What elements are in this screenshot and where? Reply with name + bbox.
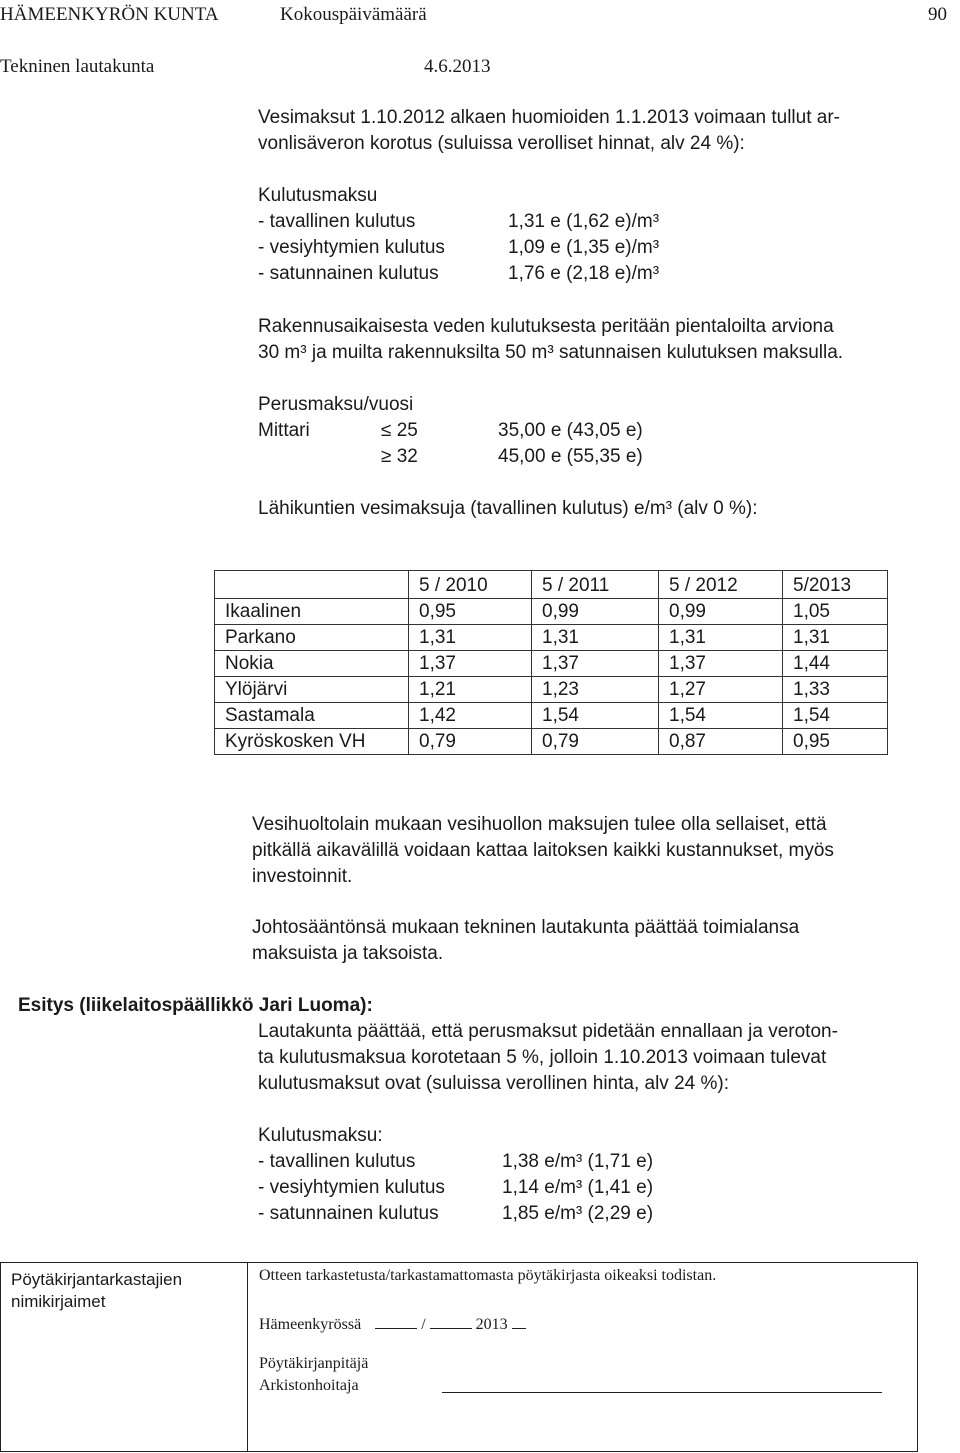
neighbor-fees-table — [214, 570, 888, 755]
role-archivist: Arkistonhoitaja — [259, 1377, 359, 1394]
table-cell: 1,23 — [532, 677, 659, 703]
meter-fee: 45,00 e (55,35 e) — [498, 446, 643, 467]
table-cell: 1,37 — [659, 651, 783, 677]
meeting-date: 4.6.2013 — [424, 56, 491, 77]
table-cell: 0,79 — [409, 729, 532, 755]
law-line-2: pitkällä aikavälillä voidaan kattaa laitoksen kaikki kustannukset, myös — [252, 840, 834, 861]
inspectors-initials-label — [11, 1269, 182, 1313]
rules-line-2: maksuista ja taksoista. — [252, 943, 444, 964]
footer-divider — [247, 1263, 248, 1451]
day-blank — [375, 1310, 417, 1329]
role-secretary: Pöytäkirjanpitäjä — [259, 1355, 369, 1372]
table-row — [215, 703, 888, 729]
table-cell: 1,54 — [783, 703, 888, 729]
table-row — [215, 729, 888, 755]
signature-footer — [0, 1262, 918, 1452]
proposal-fee-title: Kulutusmaksu: — [258, 1125, 383, 1146]
table-cell: 1,44 — [783, 651, 888, 677]
month-blank — [430, 1310, 472, 1329]
table-cell: Nokia — [215, 651, 409, 677]
consumption-title: Kulutusmaksu — [258, 185, 378, 206]
table-cell: 0,99 — [532, 599, 659, 625]
proposal-line-3: kulutusmaksut ovat (suluissa verollinen hinta, alv 24 %): — [258, 1073, 730, 1094]
table-cell: 0,95 — [783, 729, 888, 755]
table-cell: 1,42 — [409, 703, 532, 729]
table-cell: 0,87 — [659, 729, 783, 755]
table-cell: Ylöjärvi — [215, 677, 409, 703]
year-blank — [512, 1310, 526, 1329]
proposal-fee-label: - vesiyhtymien kulutus — [258, 1177, 445, 1198]
proposal-line-2: ta kulutusmaksua korotetaan 5 %, jolloin 1.10.2013 voimaan tulevat — [258, 1047, 827, 1068]
table-cell: 0,95 — [409, 599, 532, 625]
consumption-label: - satunnainen kulutus — [258, 263, 439, 284]
consumption-label: - tavallinen kulutus — [258, 211, 416, 232]
meeting-date-label: Kokouspäivämäärä — [280, 4, 427, 25]
table-header-cell: 5/2013 — [783, 571, 888, 599]
table-header-row — [215, 571, 888, 599]
law-line-3: investoinnit. — [252, 866, 353, 887]
table-row — [215, 625, 888, 651]
intro-line-1: Vesimaksut 1.10.2012 alkaen huomioiden 1.1.2013 voimaan tullut ar- — [258, 107, 840, 128]
signature-line — [442, 1392, 882, 1393]
intro-line-2: vonlisäveron korotus (suluissa verolliset hinnat, alv 24 %): — [258, 133, 745, 154]
law-line-1: Vesihuoltolain mukaan vesihuollon maksujen tulee olla sellaiset, että — [252, 814, 827, 835]
consumption-value: 1,76 e (2,18 e)/m³ — [508, 263, 660, 284]
meter-fee: 35,00 e (43,05 e) — [498, 420, 643, 441]
meter-condition: ≥ 32 — [381, 446, 418, 467]
table-cell: Ikaalinen — [215, 599, 409, 625]
proposal-fee-value: 1,14 e/m³ (1,41 e) — [502, 1177, 654, 1198]
table-header-cell: 5 / 2011 — [532, 571, 659, 599]
municipality-name: HÄMEENKYRÖN KUNTA — [0, 4, 219, 25]
table-cell: 1,31 — [659, 625, 783, 651]
table-cell: 1,37 — [532, 651, 659, 677]
table-row — [215, 651, 888, 677]
meter-condition: ≤ 25 — [381, 420, 418, 441]
inspectors-label-line-1: Pöytäkirjantarkastajien — [11, 1270, 183, 1289]
proposal-fee-label: - tavallinen kulutus — [258, 1151, 416, 1172]
table-cell: 1,31 — [783, 625, 888, 651]
table-cell: 1,54 — [532, 703, 659, 729]
proposal-fee-value: 1,85 e/m³ (2,29 e) — [502, 1203, 654, 1224]
proposal-line-1: Lautakunta päättää, että perusmaksut pidetään ennallaan ja veroton- — [258, 1021, 838, 1042]
meter-label: Mittari — [258, 420, 310, 441]
table-header-cell: 5 / 2010 — [409, 571, 532, 599]
proposal-heading: Esitys (liikelaitospäällikkö Jari Luoma): — [18, 995, 373, 1016]
table-cell: Parkano — [215, 625, 409, 651]
table-header-cell: 5 / 2012 — [659, 571, 783, 599]
table-cell: Sastamala — [215, 703, 409, 729]
table-cell: 1,31 — [409, 625, 532, 651]
basic-fee-title: Perusmaksu/vuosi — [258, 394, 414, 415]
table-cell: 1,27 — [659, 677, 783, 703]
proposal-fee-label: - satunnainen kulutus — [258, 1203, 439, 1224]
neighbors-heading: Lähikuntien vesimaksuja (tavallinen kulutus) e/m³ (alv 0 %): — [258, 498, 758, 519]
table-row — [215, 677, 888, 703]
table-cell: 0,79 — [532, 729, 659, 755]
certification-text: Otteen tarkastetusta/tarkastamattomasta pöytäkirjasta oikeaksi todistan. — [259, 1267, 717, 1284]
table-row — [215, 599, 888, 625]
date-slash: / — [421, 1316, 426, 1333]
table-cell: 0,99 — [659, 599, 783, 625]
construction-line-1: Rakennusaikaisesta veden kulutuksesta peritään pientaloilta arviona — [258, 316, 834, 337]
consumption-value: 1,31 e (1,62 e)/m³ — [508, 211, 660, 232]
inspectors-label-line-2: nimikirjaimet — [11, 1292, 106, 1311]
table-header-cell — [215, 571, 409, 599]
rules-line-1: Johtosääntönsä mukaan tekninen lautakunta päättää toimialansa — [252, 917, 800, 938]
board-name: Tekninen lautakunta — [0, 56, 155, 77]
table-cell: Kyröskosken VH — [215, 729, 409, 755]
table-cell: 1,37 — [409, 651, 532, 677]
table-cell: 1,33 — [783, 677, 888, 703]
consumption-label: - vesiyhtymien kulutus — [258, 237, 445, 258]
construction-line-2: 30 m³ ja muilta rakennuksilta 50 m³ satunnaisen kulutuksen maksulla. — [258, 342, 844, 363]
table-cell: 1,54 — [659, 703, 783, 729]
table-cell: 1,21 — [409, 677, 532, 703]
table-cell: 1,31 — [532, 625, 659, 651]
proposal-fee-value: 1,38 e/m³ (1,71 e) — [502, 1151, 654, 1172]
place-name: Hämeenkyrössä — [259, 1316, 362, 1333]
date-year: 2013 — [475, 1316, 508, 1333]
consumption-value: 1,09 e (1,35 e)/m³ — [508, 237, 660, 258]
place-date-line — [259, 1310, 526, 1334]
page-number: 90 — [928, 4, 947, 25]
table-cell: 1,05 — [783, 599, 888, 625]
